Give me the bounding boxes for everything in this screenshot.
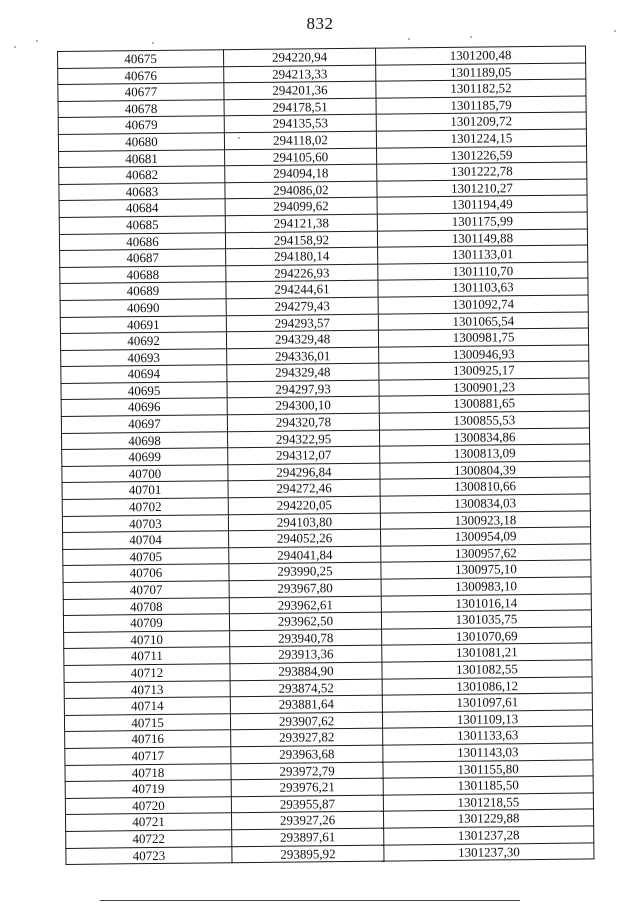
x-coordinate-cell: 294052,26 [229,529,381,547]
y-coordinate-cell: 1301133,63 [383,726,593,745]
y-coordinate-cell: 1301185,79 [376,96,586,115]
scan-speck [14,46,16,48]
x-coordinate-cell: 294099,62 [225,198,377,216]
point-number-cell: 40703 [62,514,228,532]
x-coordinate-cell: 293874,52 [230,679,382,697]
y-coordinate-cell: 1301133,01 [378,245,588,264]
y-coordinate-cell: 1300804,39 [380,461,590,480]
point-number-cell: 40711 [64,647,230,665]
page-number: 832 [306,14,334,33]
point-number-cell: 40681 [59,149,225,167]
x-coordinate-cell: 293963,68 [231,745,383,763]
x-coordinate-cell: 294121,38 [225,214,377,232]
scan-speck [238,137,240,139]
x-coordinate-cell: 293907,62 [230,712,382,730]
x-coordinate-cell: 293881,64 [230,695,382,713]
x-coordinate-cell: 294272,46 [228,480,380,498]
x-coordinate-cell: 294118,02 [224,131,376,149]
y-coordinate-cell: 1300834,86 [379,428,589,447]
y-coordinate-cell: 1301237,28 [384,826,594,845]
point-number-cell: 40677 [58,83,224,101]
x-coordinate-cell: 294041,84 [229,546,381,564]
y-coordinate-cell: 1301200,48 [375,46,585,65]
point-number-cell: 40694 [61,365,227,383]
point-number-cell: 40697 [61,415,227,433]
y-coordinate-cell: 1301143,03 [383,743,593,762]
point-number-cell: 40712 [64,664,230,682]
y-coordinate-cell: 1301082,55 [382,660,592,679]
x-coordinate-cell: 294213,33 [224,65,376,83]
y-coordinate-cell: 1301182,52 [376,79,586,98]
y-coordinate-cell: 1301185,50 [383,776,593,795]
point-number-cell: 40707 [63,581,229,599]
point-number-cell: 40695 [61,382,227,400]
y-coordinate-cell: 1301086,12 [382,676,592,695]
point-number-cell: 40678 [58,100,224,118]
x-coordinate-cell: 294178,51 [224,98,376,116]
point-number-cell: 40684 [59,199,225,217]
x-coordinate-cell: 294201,36 [224,81,376,99]
y-coordinate-cell: 1301103,63 [378,278,588,297]
x-coordinate-cell: 294244,61 [226,280,378,298]
point-number-cell: 40685 [59,216,225,234]
y-coordinate-cell: 1301194,49 [377,195,587,214]
x-coordinate-cell: 294329,48 [226,330,378,348]
point-number-cell: 40702 [62,498,228,516]
point-number-cell: 40701 [62,481,228,499]
x-coordinate-cell: 293897,61 [232,828,384,846]
point-number-cell: 40689 [60,282,226,300]
x-coordinate-cell: 294094,18 [225,164,377,182]
y-coordinate-cell: 1301035,75 [381,610,591,629]
y-coordinate-cell: 1300855,53 [379,411,589,430]
x-coordinate-cell: 294312,07 [228,446,380,464]
y-coordinate-cell: 1301081,21 [382,643,592,662]
y-coordinate-cell: 1301210,27 [377,179,587,198]
x-coordinate-cell: 293962,50 [229,612,381,630]
x-coordinate-cell: 294296,84 [228,463,380,481]
y-coordinate-cell: 1300834,03 [380,494,590,513]
y-coordinate-cell: 1301237,30 [384,842,594,861]
point-number-cell: 40718 [65,763,231,781]
coordinates-table [57,45,594,865]
point-number-cell: 40722 [66,830,232,848]
point-number-cell: 40680 [58,133,224,151]
x-coordinate-cell: 293990,25 [229,563,381,581]
point-number-cell: 40688 [60,265,226,283]
y-coordinate-cell: 1300901,23 [379,378,589,397]
y-coordinate-cell: 1301092,74 [378,295,588,314]
x-coordinate-cell: 294135,53 [224,115,376,133]
x-coordinate-cell: 294300,10 [227,397,379,415]
x-coordinate-cell: 293940,78 [230,629,382,647]
point-number-cell: 40696 [61,398,227,416]
y-coordinate-cell: 1301070,69 [382,627,592,646]
y-coordinate-cell: 1300810,66 [380,477,590,496]
point-number-cell: 40716 [65,730,231,748]
point-number-cell: 40720 [65,796,231,814]
x-coordinate-cell: 294180,14 [226,247,378,265]
y-coordinate-cell: 1301229,88 [383,809,593,828]
x-coordinate-cell: 293976,21 [231,778,383,796]
y-coordinate-cell: 1300957,62 [381,544,591,563]
scan-speck [614,30,616,32]
x-coordinate-cell: 294329,48 [227,363,379,381]
x-coordinate-cell: 294103,80 [228,513,380,531]
x-coordinate-cell: 293972,79 [231,762,383,780]
y-coordinate-cell: 1301189,05 [376,63,586,82]
y-coordinate-cell: 1300813,09 [380,444,590,463]
y-coordinate-cell: 1301110,70 [378,262,588,281]
x-coordinate-cell: 294293,57 [226,314,378,332]
y-coordinate-cell: 1301016,14 [381,594,591,613]
point-number-cell: 40704 [63,531,229,549]
point-number-cell: 40692 [60,332,226,350]
y-coordinate-cell: 1301218,55 [383,793,593,812]
point-number-cell: 40686 [59,232,225,250]
x-coordinate-cell: 294105,60 [225,148,377,166]
x-coordinate-cell: 293927,82 [231,728,383,746]
point-number-cell: 40676 [58,66,224,84]
x-coordinate-cell: 294226,93 [226,264,378,282]
y-coordinate-cell: 1300981,75 [378,328,588,347]
x-coordinate-cell: 294322,95 [227,430,379,448]
y-coordinate-cell: 1301149,88 [377,228,587,247]
scan-speck [470,36,472,38]
y-coordinate-cell: 1301224,15 [376,129,586,148]
point-number-cell: 40675 [58,50,224,68]
point-number-cell: 40700 [62,465,228,483]
x-coordinate-cell: 293955,87 [231,795,383,813]
y-coordinate-cell: 1300975,10 [381,560,591,579]
x-coordinate-cell: 294297,93 [227,380,379,398]
x-coordinate-cell: 294086,02 [225,181,377,199]
point-number-cell: 40719 [65,780,231,798]
y-coordinate-cell: 1301097,61 [382,693,592,712]
scan-speck [36,40,38,42]
y-coordinate-cell: 1301226,59 [377,146,587,165]
x-coordinate-cell: 294158,92 [225,231,377,249]
x-coordinate-cell: 294220,94 [223,48,375,66]
y-coordinate-cell: 1301109,13 [382,710,592,729]
point-number-cell: 40715 [64,713,230,731]
y-coordinate-cell: 1300925,17 [379,361,589,380]
point-number-cell: 40709 [63,614,229,632]
point-number-cell: 40713 [64,680,230,698]
y-coordinate-cell: 1301222,78 [377,162,587,181]
scan-speck [408,38,410,40]
x-coordinate-cell: 293913,36 [230,646,382,664]
scan-speck [152,42,154,44]
point-number-cell: 40708 [63,597,229,615]
x-coordinate-cell: 293895,92 [232,845,384,863]
x-coordinate-cell: 294336,01 [227,347,379,365]
point-number-cell: 40679 [58,116,224,134]
y-coordinate-cell: 1301065,54 [378,311,588,330]
x-coordinate-cell: 293884,90 [230,662,382,680]
point-number-cell: 40714 [64,697,230,715]
x-coordinate-cell: 294220,05 [228,496,380,514]
x-coordinate-cell: 294279,43 [226,297,378,315]
point-number-cell: 40710 [64,631,230,649]
point-number-cell: 40706 [63,564,229,582]
point-number-cell: 40721 [65,813,231,831]
point-number-cell: 40690 [60,299,226,317]
y-coordinate-cell: 1300881,65 [379,394,589,413]
point-number-cell: 40683 [59,182,225,200]
point-number-cell: 40687 [60,249,226,267]
x-coordinate-cell: 293927,26 [231,811,383,829]
point-number-cell: 40699 [62,448,228,466]
point-number-cell: 40723 [66,846,232,864]
point-number-cell: 40705 [63,548,229,566]
point-number-cell: 40693 [61,348,227,366]
y-coordinate-cell: 1301155,80 [383,759,593,778]
y-coordinate-cell: 1300983,10 [381,577,591,596]
y-coordinate-cell: 1300923,18 [380,511,590,530]
y-coordinate-cell: 1300946,93 [379,345,589,364]
x-coordinate-cell: 293962,61 [229,596,381,614]
point-number-cell: 40698 [62,431,228,449]
point-number-cell: 40717 [65,747,231,765]
coordinates-table-body [58,46,594,865]
x-coordinate-cell: 294320,78 [227,413,379,431]
y-coordinate-cell: 1301209,72 [376,112,586,131]
bottom-scan-line [100,900,520,901]
point-number-cell: 40691 [60,315,226,333]
y-coordinate-cell: 1300954,09 [381,527,591,546]
point-number-cell: 40682 [59,166,225,184]
x-coordinate-cell: 293967,80 [229,579,381,597]
y-coordinate-cell: 1301175,99 [377,212,587,231]
